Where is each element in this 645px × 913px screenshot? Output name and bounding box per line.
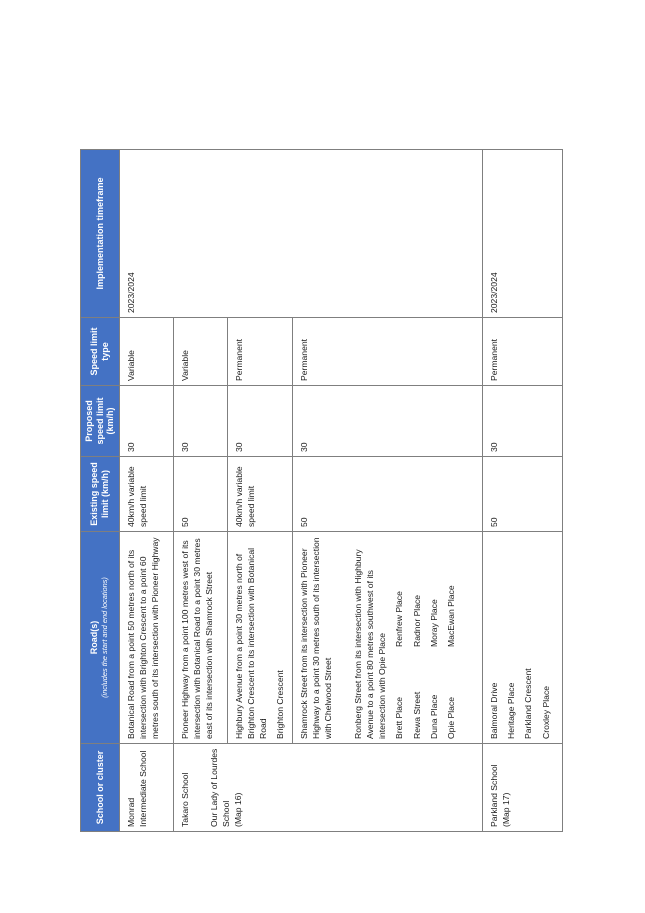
existing-cell: 50: [292, 457, 482, 532]
road-text: Shamrock Street from its intersection with Pioneer Highway to a point 30 metres south of its intersection with Chelwood Street: [298, 537, 334, 739]
type-cell: Permanent: [482, 318, 562, 386]
timeframe-cell: 2023/2024: [119, 150, 482, 318]
proposed-cell: 30: [482, 386, 562, 457]
header-proposed: Proposed speed limit (km/h): [81, 386, 120, 457]
existing-cell: 40km/h variable speed limit: [119, 457, 173, 532]
existing-cell: 50: [482, 457, 562, 532]
street-name: Moray Place: [429, 599, 440, 647]
school-cell: Monrad Intermediate School: [119, 744, 173, 832]
street-name: Heritage Place: [505, 682, 516, 739]
street-name: Rewa Street: [411, 691, 422, 739]
existing-cell: 40km/h variable speed limit: [227, 457, 292, 532]
street-pair: [411, 536, 423, 739]
street-name: Opie Place: [446, 696, 457, 739]
header-type: Speed limit type: [81, 318, 120, 386]
street-pair: [428, 536, 440, 739]
road-text: Brighton Crescent: [275, 670, 286, 739]
type-cell: Permanent: [227, 318, 292, 386]
street-name: Balmoral Drive: [488, 682, 499, 739]
header-existing: Existing speed limit (km/h): [81, 457, 120, 532]
table-row: [119, 150, 173, 832]
header-roads-note: (includes the start and end locations): [99, 577, 109, 698]
road-cell: Botanical Road from a point 50 metres north of its intersection with Brighton Crescent to a point 60 metres south of its intersection with Pioneer Highway: [119, 532, 173, 744]
street-pair: [393, 536, 405, 739]
map-ref: (Map 16): [233, 792, 244, 827]
header-roads-title: Road(s): [89, 620, 100, 655]
street-name: Brett Place: [394, 696, 405, 739]
header-row: [81, 150, 120, 832]
header-roads: [81, 532, 120, 744]
street-name: Radnor Place: [411, 594, 422, 647]
table-row: [482, 150, 562, 832]
street-name: Croxley Place: [540, 685, 551, 739]
school-name: Parkland School: [488, 764, 499, 827]
header-timeframe: Implementation timeframe: [81, 150, 120, 318]
school-name: Takaro School: [179, 772, 190, 827]
road-cell: [292, 532, 482, 744]
school-cell: [482, 744, 562, 832]
school-cell: [173, 744, 482, 832]
street-name: Renfrew Place: [394, 591, 405, 647]
street-name: Duna Place: [429, 694, 440, 739]
existing-cell: 50: [173, 457, 227, 532]
road-cell: [227, 532, 292, 744]
map-ref: (Map 17): [500, 792, 511, 827]
type-cell: Variable: [119, 318, 173, 386]
road-cell: [482, 532, 562, 744]
street-name: MacEwan Place: [446, 585, 457, 647]
road-text: Ronberg Street from its intersection with Highbury Avenue to a point 80 metres southwest of its intersection with Opie Place: [352, 549, 388, 739]
proposed-cell: 30: [119, 386, 173, 457]
timeframe-cell: 2023/2024: [482, 150, 562, 318]
type-cell: Permanent: [292, 318, 482, 386]
street-pair: [445, 536, 457, 739]
proposed-cell: 30: [292, 386, 482, 457]
road-text: Highbury Avenue from a point 30 metres north of Brighton Crescent to its intersection with Botanical Road: [233, 547, 269, 739]
school-name: Our Lady of Lourdes School: [208, 748, 232, 827]
rotated-page: [80, 150, 551, 832]
speed-limit-table: [80, 149, 563, 832]
header-school: School or cluster: [81, 744, 120, 832]
street-name: Parkland Crescent: [523, 668, 534, 739]
proposed-cell: 30: [227, 386, 292, 457]
type-cell: Variable: [173, 318, 227, 386]
road-cell: Pioneer Highway from a point 100 metres west of its intersection with Botanical Road to a point 30 metres east of its intersection with Shamrock Street: [173, 532, 227, 744]
proposed-cell: 30: [173, 386, 227, 457]
